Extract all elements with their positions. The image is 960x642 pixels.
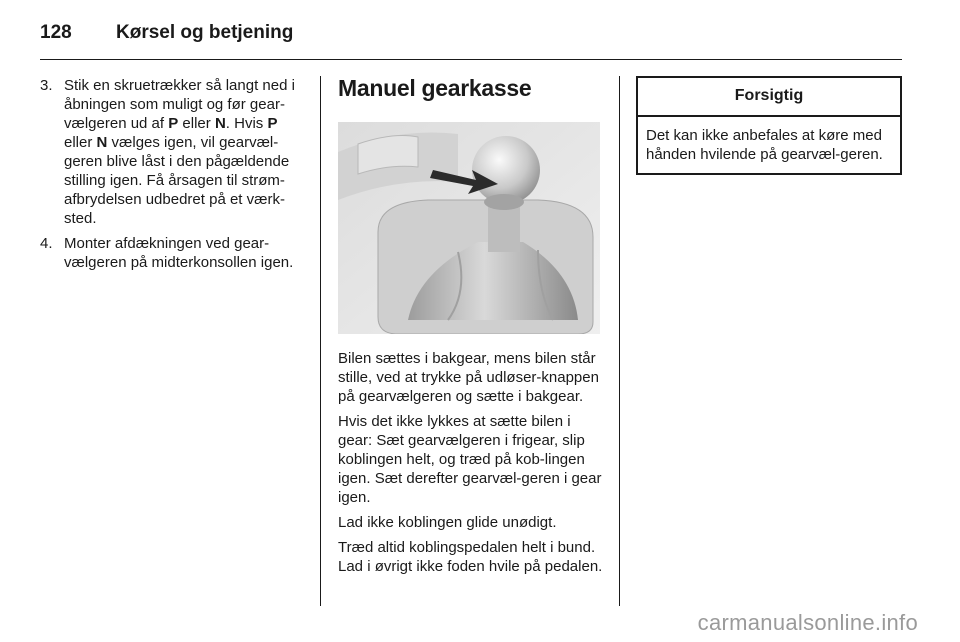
step-text: Monter afdækningen ved gear-vælgeren på midterkonsollen igen. — [64, 235, 294, 271]
paragraph: Lad ikke koblingen glide unødigt. — [338, 514, 557, 531]
chapter-title: Kørsel og betjening — [116, 22, 294, 43]
column-left — [40, 76, 305, 278]
paragraph: Træd altid koblingspedalen helt i bund. Lad i øvrigt ikke foden hvile på pedalen. — [338, 539, 603, 575]
page-number: 128 — [40, 22, 72, 43]
gear-lever-illustration — [338, 122, 600, 334]
step-number: 3. — [40, 77, 53, 94]
section-title: Manuel gearkasse — [338, 75, 532, 101]
steps-list — [40, 76, 305, 272]
column-divider-left — [320, 76, 321, 606]
caution-title: Forsigtig — [638, 78, 900, 117]
step-text: Stik en skruetrækker så langt ned i åbningen som muligt og før gear-vælgeren ud af P eller N. Hvis P eller N vælges igen, vil gearvæl-geren blive låst i den pågældende stilling igen. Få årsagen til strøm-afbrydelsen udbedret på et værk-sted. — [64, 77, 295, 227]
header-rule — [40, 59, 902, 60]
page-header — [40, 16, 293, 50]
column-middle — [338, 76, 603, 576]
caution-box — [636, 76, 902, 175]
column-right — [636, 76, 902, 175]
caution-text: Det kan ikke anbefales at køre med hånden hvilende på gearvæl-geren. — [646, 127, 883, 163]
step-number: 4. — [40, 235, 53, 252]
list-item — [40, 76, 305, 228]
list-item — [40, 234, 305, 272]
gear-lever-drawing — [338, 122, 600, 334]
paragraph: Hvis det ikke lykkes at sætte bilen i gear: Sæt gearvælgeren i frigear, slip koblingen helt, og træd på kob-lingen igen. Sæt derefter gearvæl-geren i gear igen. — [338, 413, 602, 506]
column-divider-right — [619, 76, 620, 606]
watermark: carmanualsonline.info — [697, 610, 918, 635]
paragraph: Bilen sættes i bakgear, mens bilen står stille, ved at trykke på udløser-knappen på gearvælgeren og sætte i bakgear. — [338, 350, 599, 405]
